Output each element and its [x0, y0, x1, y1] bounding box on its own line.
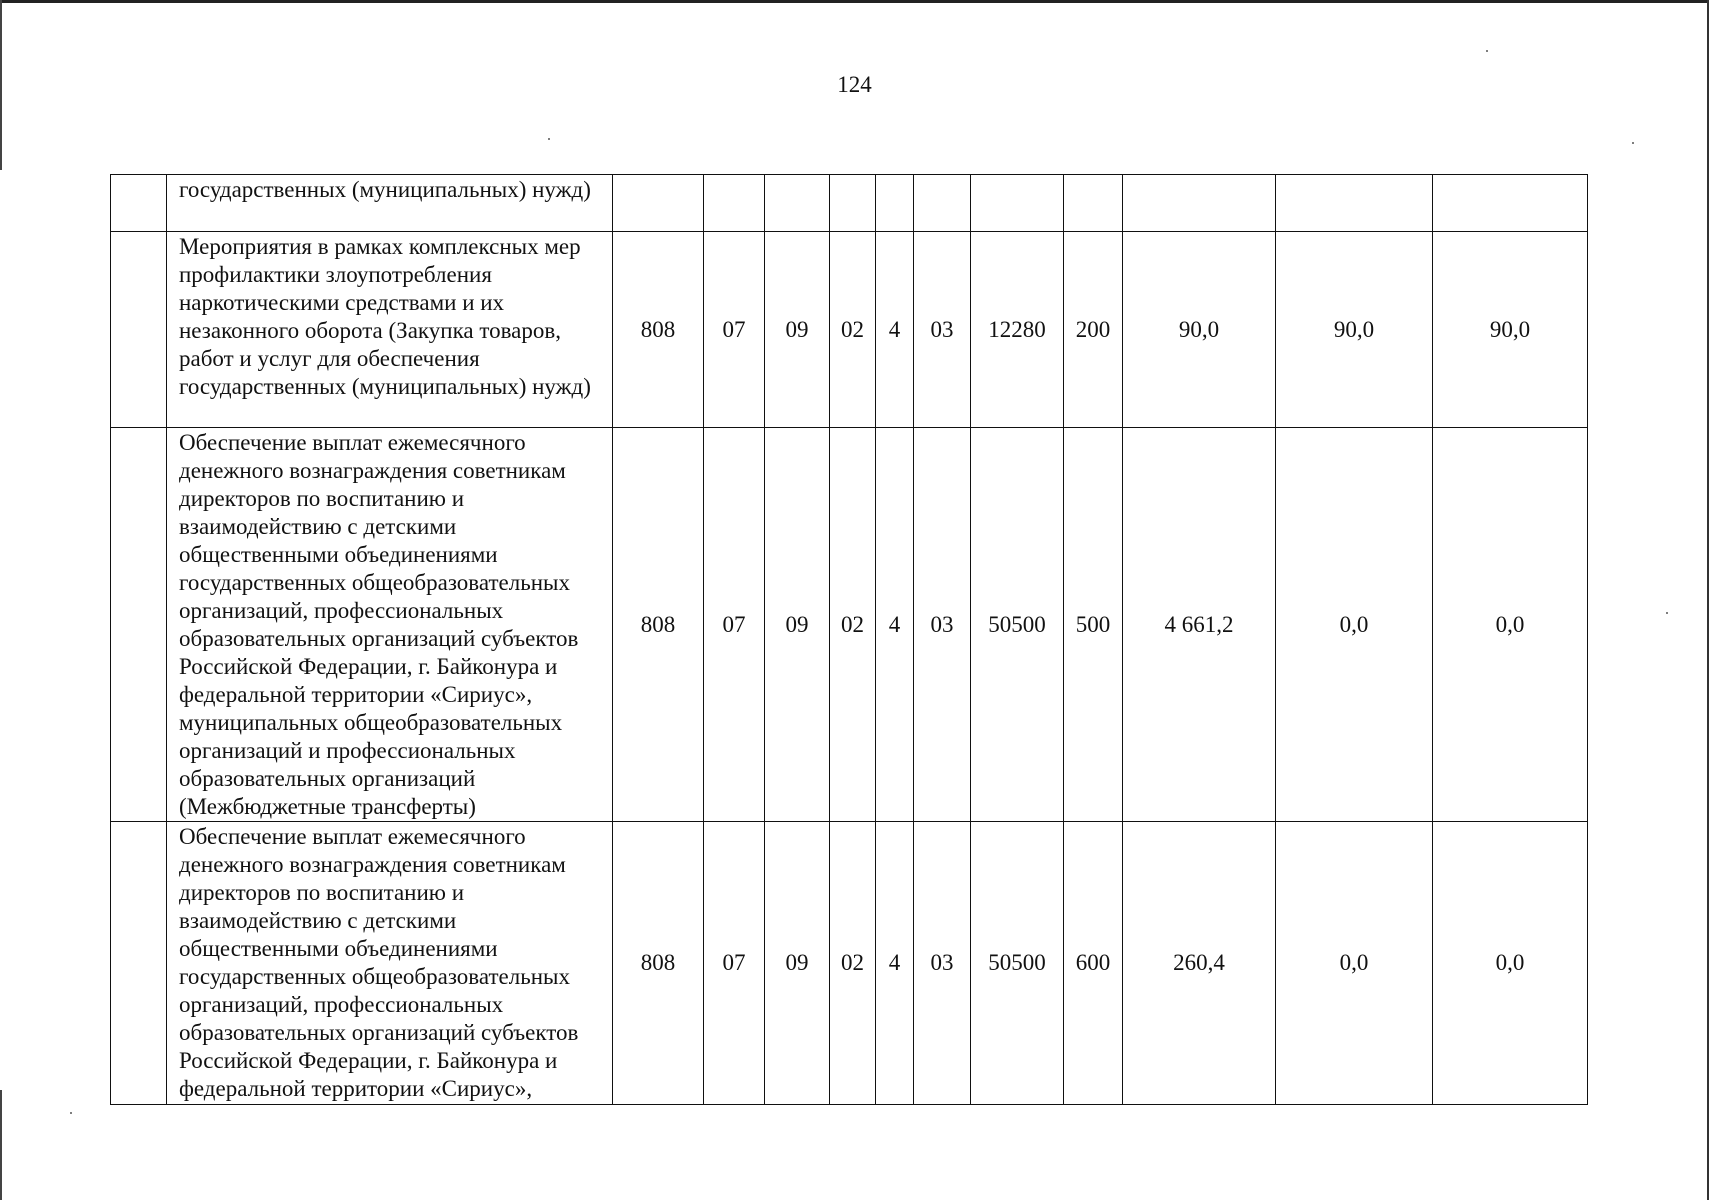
row-number-cell [111, 428, 167, 822]
cs3-cell: 03 [914, 822, 971, 1105]
ved-cell: 808 [613, 232, 704, 428]
sum1-cell: 90,0 [1123, 232, 1276, 428]
table-row [111, 232, 1588, 428]
sum1-cell: 4 661,2 [1123, 428, 1276, 822]
table-row [111, 428, 1588, 822]
table-row [111, 822, 1588, 1105]
scan-edge-left-bottom [0, 1090, 2, 1200]
ved-cell: 808 [613, 428, 704, 822]
rz-cell: 07 [704, 428, 765, 822]
ved-cell [613, 175, 704, 232]
sum2-cell: 0,0 [1276, 822, 1433, 1105]
scan-dust-speck [548, 138, 550, 140]
sum3-cell [1433, 175, 1588, 232]
row-number-cell [111, 175, 167, 232]
pr-cell: 09 [765, 428, 830, 822]
cs4-cell: 50500 [971, 822, 1064, 1105]
rz-cell: 07 [704, 822, 765, 1105]
description-cell: Обеспечение выплат ежемесячного денежного вознаграждения советникам директоров по воспитанию и взаимодействию с детскими общественными объединениями государственных общеобразовательных организаций, профессиональных образовательных организаций субъектов Российской Федерации, г. Байконура и федеральной территории «Сириус», муниципальных общеобразовательных организаций и профессиональных образовательных организаций (Межбюджетные трансферты) [167, 428, 613, 822]
vr-cell: 600 [1064, 822, 1123, 1105]
pr-cell [765, 175, 830, 232]
description-cell: государственных (муниципальных) нужд) [167, 175, 613, 232]
pr-cell: 09 [765, 822, 830, 1105]
description-cell: Мероприятия в рамках комплексных мер профилактики злоупотребления наркотическими средствами и их незаконного оборота (Закупка товаров, работ и услуг для обеспечения государственных (муниципальных) нужд) [167, 232, 613, 428]
scan-edge-top [0, 0, 1709, 3]
cs4-cell: 50500 [971, 428, 1064, 822]
cs1-cell [830, 175, 876, 232]
vr-cell: 500 [1064, 428, 1123, 822]
table-row [111, 175, 1588, 232]
cs4-cell: 12280 [971, 232, 1064, 428]
cs3-cell: 03 [914, 428, 971, 822]
cs4-cell [971, 175, 1064, 232]
sum1-cell: 260,4 [1123, 822, 1276, 1105]
rz-cell: 07 [704, 232, 765, 428]
page-number: 124 [837, 72, 872, 97]
sum2-cell [1276, 175, 1433, 232]
scan-dust-speck [1486, 50, 1488, 52]
sum3-cell: 90,0 [1433, 232, 1588, 428]
vr-cell: 200 [1064, 232, 1123, 428]
cs3-cell: 03 [914, 232, 971, 428]
ved-cell: 808 [613, 822, 704, 1105]
cs2-cell: 4 [876, 232, 914, 428]
description-cell: Обеспечение выплат ежемесячного денежного вознаграждения советникам директоров по воспитанию и взаимодействию с детскими общественными объединениями государственных общеобразовательных организаций, профессиональных образовательных организаций субъектов Российской Федерации, г. Байконура и федеральной территории «Сириус», [167, 822, 613, 1105]
sum3-cell: 0,0 [1433, 428, 1588, 822]
sum3-cell: 0,0 [1433, 822, 1588, 1105]
scan-dust-speck [1666, 612, 1668, 614]
cs1-cell: 02 [830, 822, 876, 1105]
row-number-cell [111, 232, 167, 428]
pr-cell: 09 [765, 232, 830, 428]
cs1-cell: 02 [830, 232, 876, 428]
cs1-cell: 02 [830, 428, 876, 822]
cs2-cell [876, 175, 914, 232]
sum2-cell: 90,0 [1276, 232, 1433, 428]
cs2-cell: 4 [876, 428, 914, 822]
cs3-cell [914, 175, 971, 232]
sum2-cell: 0,0 [1276, 428, 1433, 822]
scan-dust-speck [1632, 142, 1634, 144]
budget-table [110, 174, 1588, 1105]
sum1-cell [1123, 175, 1276, 232]
cs2-cell: 4 [876, 822, 914, 1105]
scan-dust-speck [70, 1112, 72, 1114]
row-number-cell [111, 822, 167, 1105]
rz-cell [704, 175, 765, 232]
vr-cell [1064, 175, 1123, 232]
